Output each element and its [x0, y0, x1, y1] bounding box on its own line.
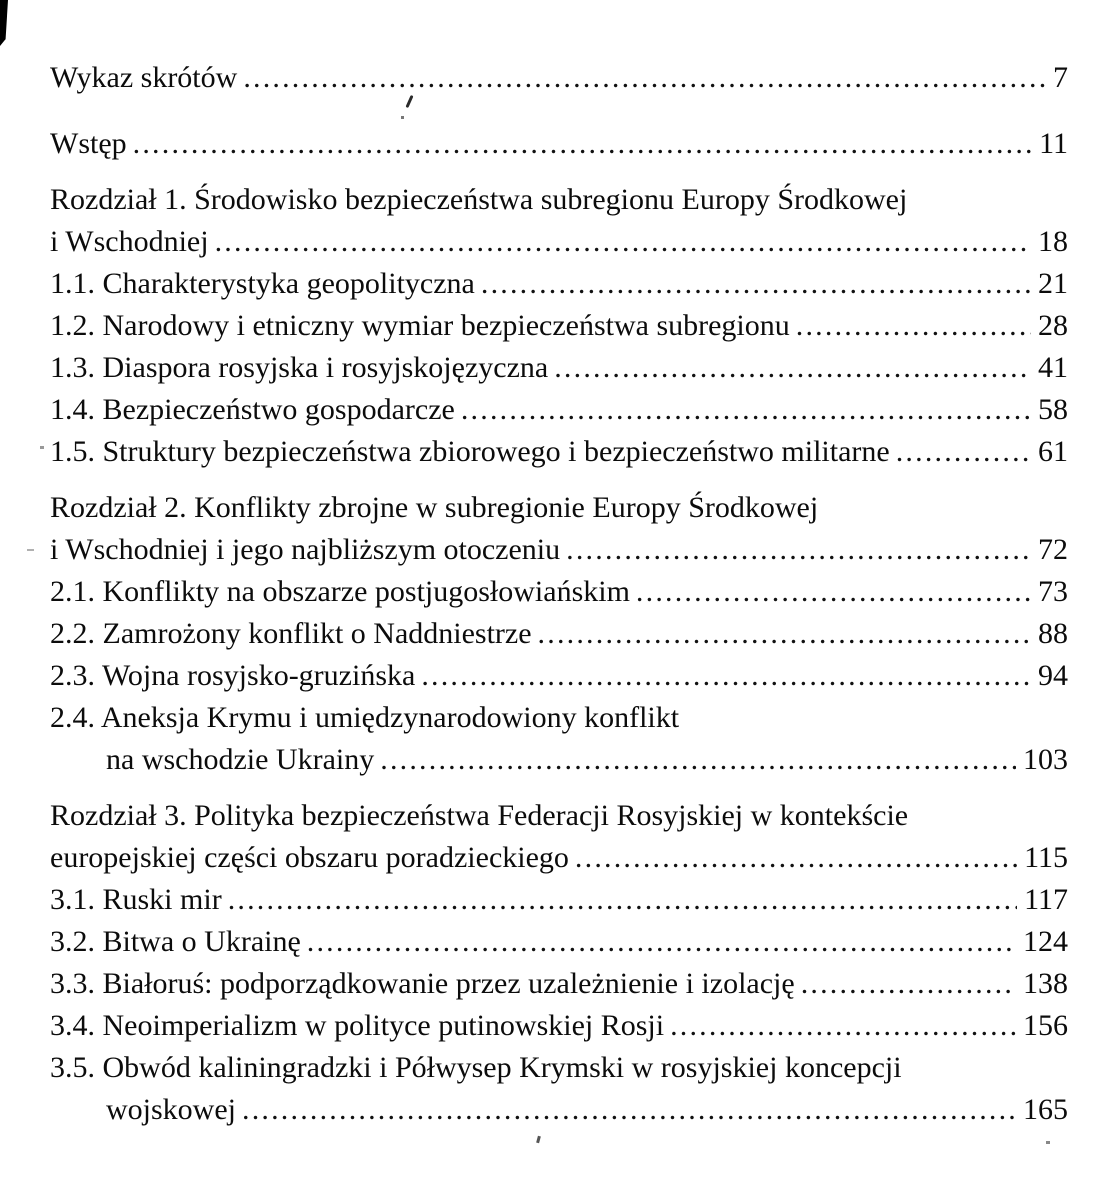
toc-entry-page-number: 21	[1038, 267, 1068, 300]
toc-entry-sekcja-1-5	[50, 431, 1068, 473]
toc-entry-title: 1.4. Bezpieczeństwo gospodarcze	[50, 393, 455, 426]
toc-entry-title: europejskiej części obszaru poradzieckiego	[50, 841, 569, 874]
toc-entry-sekcja-2-1	[50, 571, 1068, 613]
toc-entry-sekcja-2-3	[50, 655, 1068, 697]
scan-speck-artifact	[27, 549, 34, 551]
toc-entry-page-number: 103	[1023, 743, 1068, 776]
toc-entry-title: 2.3. Wojna rosyjsko-gruzińska	[50, 659, 416, 692]
toc-entry-sekcja-1-3	[50, 347, 1068, 389]
dot-leader	[554, 347, 1031, 389]
toc-entry-sekcja-3-2	[50, 921, 1068, 963]
dot-leader	[215, 221, 1031, 263]
toc-entry-sekcja-3-3	[50, 963, 1068, 1005]
scan-edge-artifact	[0, 0, 8, 46]
toc-entry-page-number: 88	[1038, 617, 1068, 650]
scan-speck-artifact	[536, 1136, 541, 1144]
toc-entry-title: Wstęp	[50, 127, 127, 160]
dot-leader	[575, 837, 1017, 879]
toc-entry-rozdzial-2	[50, 487, 1068, 571]
toc-entry-row	[50, 529, 1068, 571]
toc-entry-row	[50, 431, 1068, 473]
toc-entry-title: 2.2. Zamrożony konflikt o Naddniestrze	[50, 617, 532, 650]
toc-entry-row	[50, 347, 1068, 389]
dot-leader	[636, 571, 1031, 613]
dot-leader	[796, 305, 1031, 347]
toc-entry-title: 3.1. Ruski mir	[50, 883, 222, 916]
toc-entry-rozdzial-1	[50, 179, 1068, 263]
toc-entry-text-line: 3.5. Obwód kaliningradzki i Półwysep Krymski w rosyjskiej koncepcji	[50, 1051, 902, 1084]
toc-entry-page-number: 72	[1038, 533, 1068, 566]
toc-entry-wykaz-skrotow	[50, 57, 1068, 99]
toc-entry-title: Wykaz skrótów	[50, 61, 238, 94]
toc-entry-row	[50, 305, 1068, 347]
dot-leader	[801, 963, 1016, 1005]
toc-entry-page-number: 94	[1038, 659, 1068, 692]
dot-leader	[243, 57, 1046, 99]
toc-entry-row	[50, 221, 1068, 263]
dot-leader	[538, 613, 1031, 655]
toc-entry-row	[50, 879, 1068, 921]
toc-entry-sekcja-3-1	[50, 879, 1068, 921]
toc-entry-title: i Wschodniej i jego najbliższym otoczeniu	[50, 533, 561, 566]
toc-entry-page-number: 28	[1038, 309, 1068, 342]
toc-entry-row	[50, 123, 1068, 165]
toc-entry-text-line: 2.4. Aneksja Krymu i umiędzynarodowiony konflikt	[50, 701, 680, 734]
toc-entry-page-number: 138	[1023, 967, 1068, 1000]
toc-entry-title: 3.4. Neoimperializm w polityce putinowskiej Rosji	[50, 1009, 665, 1042]
toc-entry-title: na wschodzie Ukrainy	[106, 743, 375, 776]
toc-entry-page-number: 18	[1038, 225, 1068, 258]
toc-entry-page-number: 165	[1023, 1093, 1068, 1126]
dot-leader	[133, 123, 1032, 165]
toc-entry-page-number: 61	[1038, 435, 1068, 468]
toc-entry-sekcja-1-1	[50, 263, 1068, 305]
dot-leader	[566, 529, 1031, 571]
toc-entry-sekcja-3-4	[50, 1005, 1068, 1047]
toc-entry-page-number: 156	[1023, 1009, 1068, 1042]
toc-entry-row	[50, 1089, 1068, 1131]
toc-entry-row	[50, 837, 1068, 879]
dot-leader	[670, 1005, 1016, 1047]
dot-leader	[481, 263, 1031, 305]
toc-entry-page-number: 117	[1024, 883, 1068, 916]
toc-entry-title: wojskowej	[106, 1093, 236, 1126]
toc-entry-row	[50, 739, 1068, 781]
toc-entry-title: 1.2. Narodowy i etniczny wymiar bezpieczeństwa subregionu	[50, 309, 790, 342]
toc-entry-row	[50, 571, 1068, 613]
toc-entry-title: 3.3. Białoruś: podporządkowanie przez uzależnienie i izolację	[50, 967, 795, 1000]
toc-entry-page-number: 58	[1038, 393, 1068, 426]
toc-entry-title: 1.1. Charakterystyka geopolityczna	[50, 267, 475, 300]
toc-entry-row	[50, 57, 1068, 99]
dot-leader	[896, 431, 1031, 473]
toc-entry-title: 1.3. Diaspora rosyjska i rosyjskojęzyczna	[50, 351, 549, 384]
toc-entry-page-number: 41	[1038, 351, 1068, 384]
toc-entry-row	[50, 389, 1068, 431]
toc-entry-row	[50, 1005, 1068, 1047]
toc-entry-sekcja-1-4	[50, 389, 1068, 431]
toc-entry-title: 2.1. Konflikty na obszarze postjugosłowiańskim	[50, 575, 630, 608]
dot-leader	[228, 879, 1017, 921]
toc-entry-rozdzial-3	[50, 795, 1068, 879]
dot-leader	[380, 739, 1016, 781]
toc-entry-sekcja-2-4	[50, 697, 1068, 781]
toc-entry-text-line: Rozdział 1. Środowisko bezpieczeństwa subregionu Europy Środkowej	[50, 183, 908, 216]
toc-entry-row	[50, 921, 1068, 963]
toc-entry-sekcja-2-2	[50, 613, 1068, 655]
toc-entry-title: 3.2. Bitwa o Ukrainę	[50, 925, 301, 958]
toc-entry-title: 1.5. Struktury bezpieczeństwa zbiorowego i bezpieczeństwo militarne	[50, 435, 890, 468]
toc-entry-text-line: Rozdział 2. Konflikty zbrojne w subregionie Europy Środkowej	[50, 491, 819, 524]
scan-speck-artifact	[40, 446, 44, 449]
toc-entry-row	[50, 613, 1068, 655]
dot-leader	[307, 921, 1016, 963]
toc-entry-sekcja-1-2	[50, 305, 1068, 347]
toc-entry-row	[50, 655, 1068, 697]
toc-entry-page-number: 115	[1024, 841, 1068, 874]
toc-entry-row	[50, 263, 1068, 305]
toc-entry-page-number: 11	[1039, 127, 1068, 160]
toc-entry-wstep	[50, 123, 1068, 165]
dot-leader	[461, 389, 1031, 431]
toc-entry-sekcja-3-5	[50, 1047, 1068, 1131]
dot-leader	[421, 655, 1031, 697]
toc-entry-text-line: Rozdział 3. Polityka bezpieczeństwa Federacji Rosyjskiej w kontekście	[50, 799, 909, 832]
toc-entry-row	[50, 963, 1068, 1005]
toc-list	[50, 57, 1068, 1131]
dot-leader	[242, 1089, 1016, 1131]
toc-entry-title: i Wschodniej	[50, 225, 209, 258]
scan-speck-artifact	[1046, 1141, 1050, 1144]
toc-entry-page-number: 73	[1038, 575, 1068, 608]
toc-entry-page-number: 7	[1053, 61, 1068, 94]
toc-entry-page-number: 124	[1023, 925, 1068, 958]
